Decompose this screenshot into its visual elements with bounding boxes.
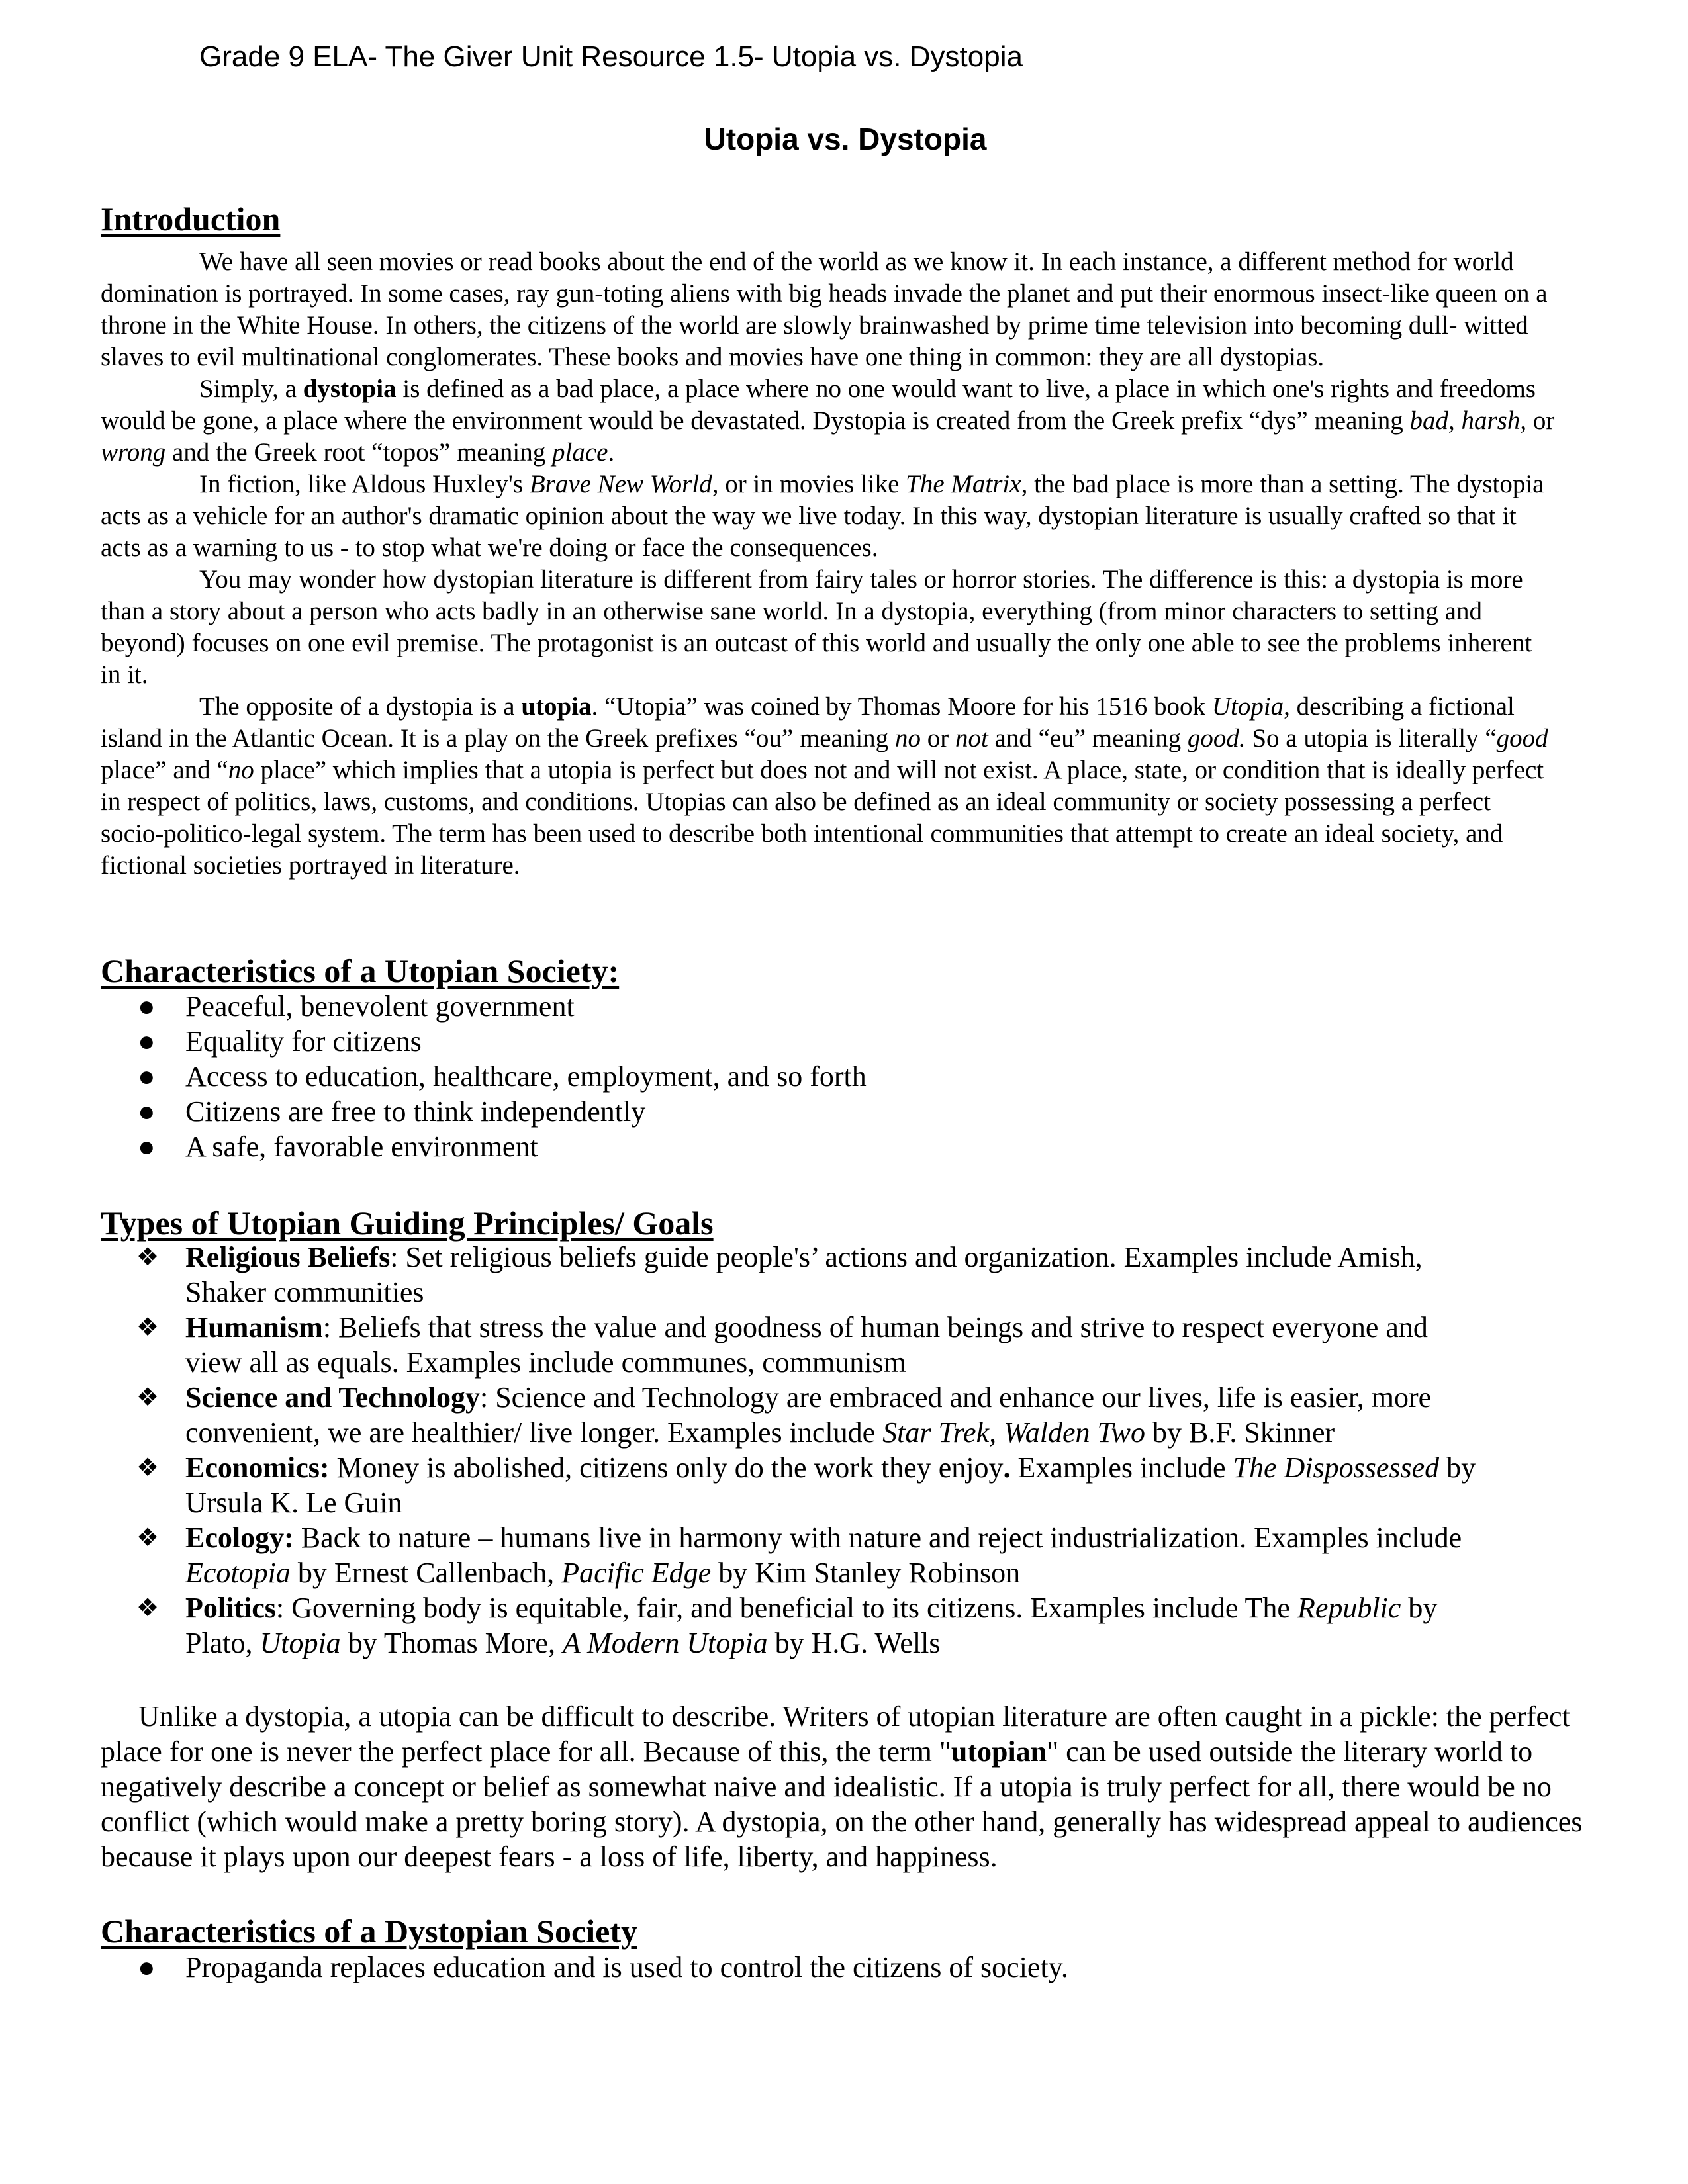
list-item: ● Equality for citizens [138, 1025, 422, 1058]
bold-text: Religious Beliefs [185, 1241, 391, 1273]
list-item [101, 1240, 1491, 1310]
bold-text: Economics: [185, 1451, 330, 1484]
bold-text: utopian [951, 1735, 1047, 1768]
italic-text: good [1496, 724, 1548, 752]
text-run: by Ernest Callenbach, [290, 1557, 562, 1589]
text-run: . “Utopia” was coined by Thomas Moore for his 1516 book [591, 692, 1212, 721]
italic-text: no [894, 724, 921, 752]
bullet-icon: ● [138, 1130, 156, 1163]
introduction-body [101, 246, 1557, 882]
text-run: : Set religious beliefs guide people's’ actions and organization. Examples include Amish, Shaker communities [185, 1241, 1423, 1308]
closing-paragraph [101, 1699, 1583, 1874]
bold-text: Politics [185, 1592, 276, 1624]
text-run: : Governing body is equitable, fair, and beneficial to its citizens. Examples include The [275, 1592, 1297, 1624]
bullet-icon: ● [138, 990, 156, 1023]
list-item: ● Citizens are free to think independently [138, 1095, 646, 1128]
text-run: place” and “ [101, 756, 228, 784]
italic-text: Utopia [1211, 692, 1284, 721]
bold-text: dystopia [303, 375, 397, 403]
text-run: , describing a fictional island in the Atlantic Ocean. It is a play on the Greek prefixes “ou” meaning [101, 692, 1515, 752]
intro-paragraph [101, 246, 1557, 373]
diamond-bullet-icon: ❖ [136, 1453, 160, 1482]
list-item [101, 1520, 1491, 1590]
intro-paragraph [101, 691, 1557, 882]
italic-text: wrong [101, 438, 166, 467]
italic-text: A Modern Utopia [562, 1627, 768, 1659]
dystopian-characteristics-heading: Characteristics of a Dystopian Society [101, 1913, 637, 1950]
diamond-bullet-icon: ❖ [136, 1383, 160, 1412]
italic-text: bad, harsh [1409, 406, 1521, 435]
text-run: , or [1520, 406, 1555, 435]
text-run: . [608, 438, 615, 467]
bullet-icon: ● [138, 1025, 156, 1058]
diamond-bullet-icon: ❖ [136, 1242, 160, 1271]
text-run: " can be used outside the literary world to negatively describe a concept or belief as somewhat naive and idealistic. If a utopia is truly perfect for all, there would be no conflict (which would make a pretty boring story). A dystopia, on the other hand, generally has widespread appeal to audiences because it plays upon our deepest fears - a loss of life, liberty, and happiness. [101, 1735, 1583, 1873]
utopian-characteristics-list [101, 989, 867, 1164]
text-run: place” which implies that a utopia is perfect but does not and will not exist. A place, state, or condition that is ideally perfect in respect of politics, laws, customs, and conditions. Utopias can also be defined as an ideal community or society possessing a perfect socio-politico-legal system. The term has been used to describe both intentional communities that attempt to create an ideal society, and fictional societies portrayed in literature. [101, 756, 1544, 880]
list-item: ● Access to education, healthcare, employment, and so forth [138, 1060, 867, 1093]
bold-text: Ecology: [185, 1522, 294, 1554]
italic-text: The Dispossessed [1233, 1451, 1440, 1484]
text-run: So a utopia is literally “ [1245, 724, 1497, 752]
bullet-icon: ● [138, 1951, 156, 1983]
text-run: We have all seen movies or read books about the end of the world as we know it. In each instance, a different method for world domination is portrayed. In some cases, ray gun-toting aliens with big heads invade the planet and put their enormous insect-like queen on a throne in the White House. In others, the citizens of the world are slowly brainwashed by prime time television into becoming dull- witted slaves to evil multinational conglomerates. These books and movies have one thing in common: they are all dystopias. [101, 248, 1548, 371]
italic-text: Utopia [259, 1627, 341, 1659]
text-run: and the Greek root “topos” meaning [165, 438, 552, 467]
intro-paragraph [101, 373, 1557, 469]
list-item [101, 1450, 1491, 1520]
list-item: ● Peaceful, benevolent government [138, 990, 575, 1023]
italic-text: Pacific Edge [561, 1557, 712, 1589]
diamond-bullet-icon: ❖ [136, 1312, 160, 1342]
intro-paragraph [101, 564, 1557, 691]
text-run: In fiction, like Aldous Huxley's [199, 470, 530, 498]
text-run: by H.G. Wells [767, 1627, 941, 1659]
italic-text: Star Trek, Walden Two [882, 1416, 1146, 1449]
text-run: You may wonder how dystopian literature is different from fairy tales or horror stories. The difference is this: a dystopia is more than a story about a person who acts badly in an otherwise sane world. In a dystopia, everything (from minor characters to setting and beyond) focuses on one evil premise. The protagonist is an outcast of this world and usually the only one able to see the problems inherent in it. [101, 565, 1532, 689]
text-run: by Plato, [185, 1592, 1438, 1659]
italic-text: Republic [1297, 1592, 1401, 1624]
introduction-heading: Introduction [101, 201, 281, 238]
italic-text: no [228, 756, 254, 784]
text-run: Unlike a dystopia, a utopia can be difficult to describe. Writers of utopian literature are often caught in a pickle: the perfect place for one is never the perfect place for all. Because of this, the term " [101, 1700, 1570, 1768]
italic-text: place [551, 438, 608, 467]
bold-text: utopia [521, 692, 592, 721]
text-run: , or in movies like [712, 470, 906, 498]
text-run: Simply, a [199, 375, 303, 403]
guiding-principles-list [101, 1240, 1491, 1661]
text-run: , the bad place is more than a setting. The dystopia acts as a vehicle for an author's dramatic opinion about the way we live today. In this way, dystopian literature is usually crafted so that it acts as a warning to us - to stop what we're doing or face the consequences. [101, 470, 1544, 562]
bold-text: Humanism [185, 1311, 323, 1343]
text-run: Examples include [1010, 1451, 1233, 1484]
text-run: is defined as a bad place, a place where no one would want to live, a place in which one's rights and freedoms would be gone, a place where the environment would be devastated. Dystopia is created from the Greek prefix “dys” meaning [101, 375, 1536, 435]
italic-text: not [955, 724, 988, 752]
dystopian-characteristics-list [101, 1950, 1068, 1985]
italic-text: Ecotopia [185, 1557, 291, 1589]
text-run: and “eu” meaning [988, 724, 1188, 752]
text-run: Money is abolished, citizens only do the work they enjoy [329, 1451, 1004, 1484]
list-item: ● A safe, favorable environment [138, 1130, 538, 1163]
list-item [101, 1310, 1491, 1380]
italic-text: good. [1187, 724, 1246, 752]
diamond-bullet-icon: ❖ [136, 1523, 160, 1552]
text-run: The opposite of a dystopia is a [199, 692, 522, 721]
diamond-bullet-icon: ❖ [136, 1593, 160, 1622]
list-item: ● Propaganda replaces education and is used to control the citizens of society. [138, 1951, 1068, 1983]
intro-paragraph [101, 469, 1557, 564]
list-item [101, 1590, 1491, 1661]
italic-text: Brave New World [529, 470, 712, 498]
guiding-principles-heading: Types of Utopian Guiding Principles/ Goals [101, 1205, 714, 1242]
text-run: Back to nature – humans live in harmony with nature and reject industrialization. Examples include [293, 1522, 1462, 1554]
text-run: or [920, 724, 955, 752]
text-run: by Ursula K. Le Guin [185, 1451, 1476, 1519]
bullet-icon: ● [138, 1095, 156, 1128]
text-run: by Thomas More, [340, 1627, 563, 1659]
text-run: : Beliefs that stress the value and goodness of human beings and strive to respect everyone and view all as equals. Examples include communes, communism [185, 1311, 1428, 1379]
page-header: Grade 9 ELA- The Giver Unit Resource 1.5- Utopia vs. Dystopia [199, 40, 1023, 73]
bold-text: Science and Technology [185, 1381, 480, 1414]
bold-text: . [1003, 1451, 1011, 1484]
utopian-characteristics-heading: Characteristics of a Utopian Society: [101, 952, 620, 989]
text-run: by Kim Stanley Robinson [711, 1557, 1021, 1589]
list-item [101, 1380, 1491, 1450]
bullet-icon: ● [138, 1060, 156, 1093]
italic-text: The Matrix [906, 470, 1021, 498]
text-run: : Science and Technology are embraced and enhance our lives, life is easier, more convenient, we are healthier/ live longer. Examples include [185, 1381, 1432, 1449]
document-title: Utopia vs. Dystopia [704, 122, 987, 156]
text-run: by B.F. Skinner [1145, 1416, 1335, 1449]
